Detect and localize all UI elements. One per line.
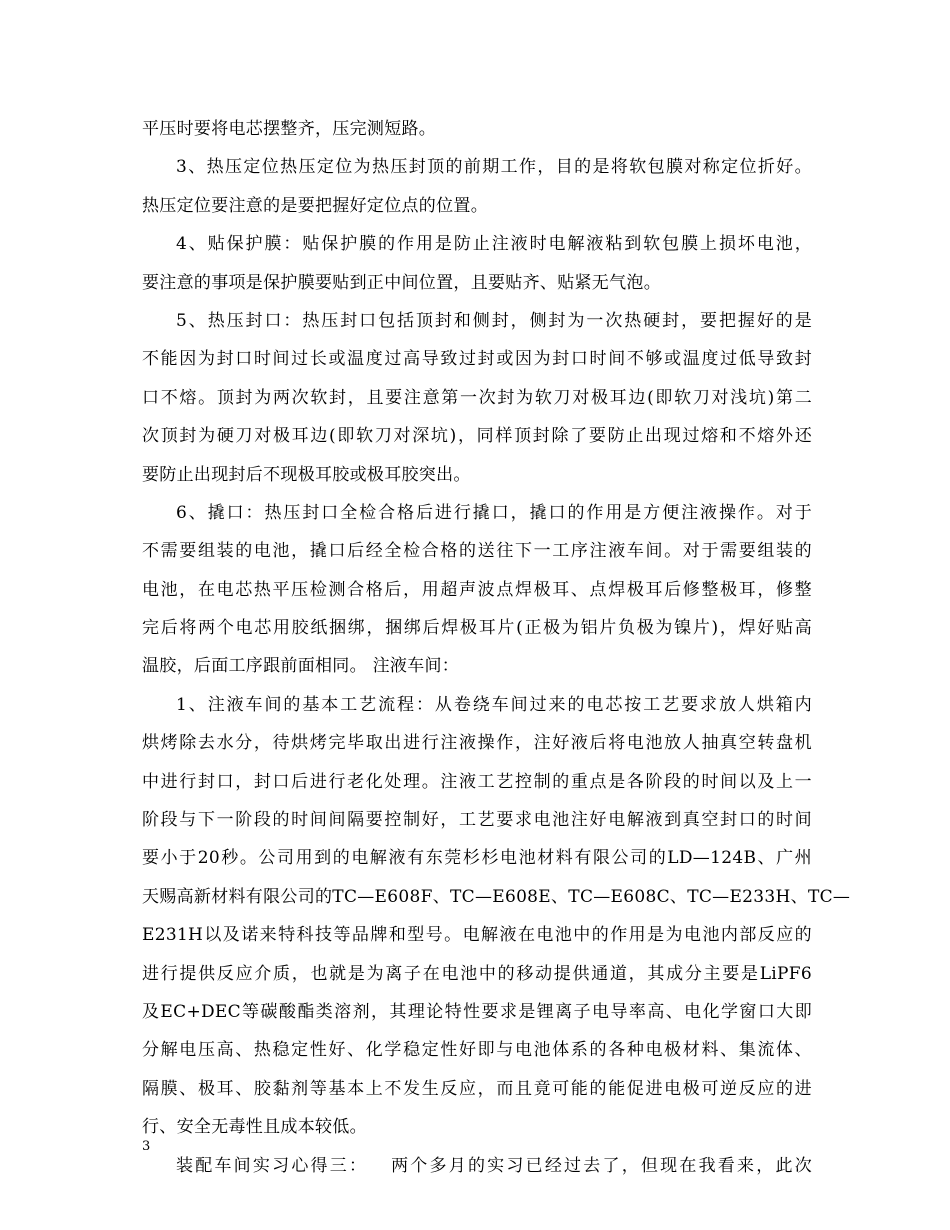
text-line: 温胶，后面工序跟前面相同。 注液车间： [142,656,460,677]
text-line: 隔膜、极耳、胶黏剂等基本上不发生反应，而且竟可能的能促进电极可逆反应的进 [142,1078,812,1099]
text-line: 5、热压封口：热压封口包括顶封和侧封，侧封为一次热硬封，要把握好的是 [176,310,812,331]
text-line: 装配车间实习心得三： 两个多月的实习已经过去了，但现在我看来，此次 [176,1155,812,1176]
text-line: 电池，在电芯热平压检测合格后，用超声波点焊极耳、点焊极耳后修整极耳，修整 [142,579,812,600]
text-line: 及EC+DEC等碳酸酯类溶剂，其理论特性要求是锂离子电导率高、电化学窗口大即 [142,1001,812,1022]
text-line: 要防止出现封后不现极耳胶或极耳胶突出。 [142,464,471,485]
text-line: 6、撬口：热压封口全检合格后进行撬口，撬口的作用是方便注液操作。对于 [176,502,812,523]
text-line: 口不熔。顶封为两次软封，且要注意第一次封为软刀对极耳边(即软刀对浅坑)第二 [142,387,812,408]
text-line: 烘烤除去水分，待烘烤完毕取出进行注液操作，注好液后将电池放人抽真空转盘机 [142,733,812,754]
text-line: 进行提供反应介质，也就是为离子在电池中的移动提供通道，其成分主要是LiPF6 [142,963,812,984]
text-line: 不需要组装的电池，撬口后经全检合格的送往下一工序注液车间。对于需要组装的 [142,541,812,562]
text-line: 天赐高新材料有限公司的TC—E608F、TC—E608E、TC—E608C、TC—E233H、TC— [142,886,851,907]
text-line: 完后将两个电芯用胶纸捆绑，捆绑后焊极耳片(正极为铝片负极为镍片)，焊好贴高 [142,618,812,639]
text-line: 要小于20秒。公司用到的电解液有东莞杉杉电池材料有限公司的LD—124B、广州 [142,848,812,869]
text-line: 要注意的事项是保护膜要贴到正中间位置，且要贴齐、贴紧无气泡。 [142,272,661,293]
text-line: 中进行封口，封口后进行老化处理。注液工艺控制的重点是各阶段的时间以及上一 [142,771,812,792]
body-text [142,110,851,1185]
page-number: 3 [142,1139,151,1154]
text-line: 4、贴保护膜：贴保护膜的作用是防止注液时电解液粘到软包膜上损坏电池， [176,234,812,255]
text-line: 平压时要将电芯摆整齐，压完测短路。 [142,119,437,139]
text-line: 热压定位要注意的是要把握好定位点的位置。 [142,195,488,216]
text-line: 阶段与下一阶段的时间间隔要控制好，工艺要求电池注好电解液到真空封口的时间 [142,810,812,831]
text-line: 不能因为封口时间过长或温度过高导致过封或因为封口时间不够或温度过低导致封 [142,349,812,370]
text-line: 3、热压定位热压定位为热压封顶的前期工作，目的是将软包膜对称定位折好。 [176,157,812,178]
text-line: 分解电压高、热稳定性好、化学稳定性好即与电池体系的各种电极材料、集流体、 [142,1040,812,1061]
text-line: 次顶封为硬刀对极耳边(即软刀对深坑)，同样顶封除了要防止出现过熔和不熔外还 [142,426,812,447]
text-line: E231H以及诺来特科技等品牌和型号。电解液在电池中的作用是为电池内部反应的 [142,925,812,946]
text-line: 行、安全无毒性且成本较低。 [142,1117,367,1138]
text-line: 1、注液车间的基本工艺流程：从卷绕车间过来的电芯按工艺要求放人烘箱内 [176,694,812,715]
